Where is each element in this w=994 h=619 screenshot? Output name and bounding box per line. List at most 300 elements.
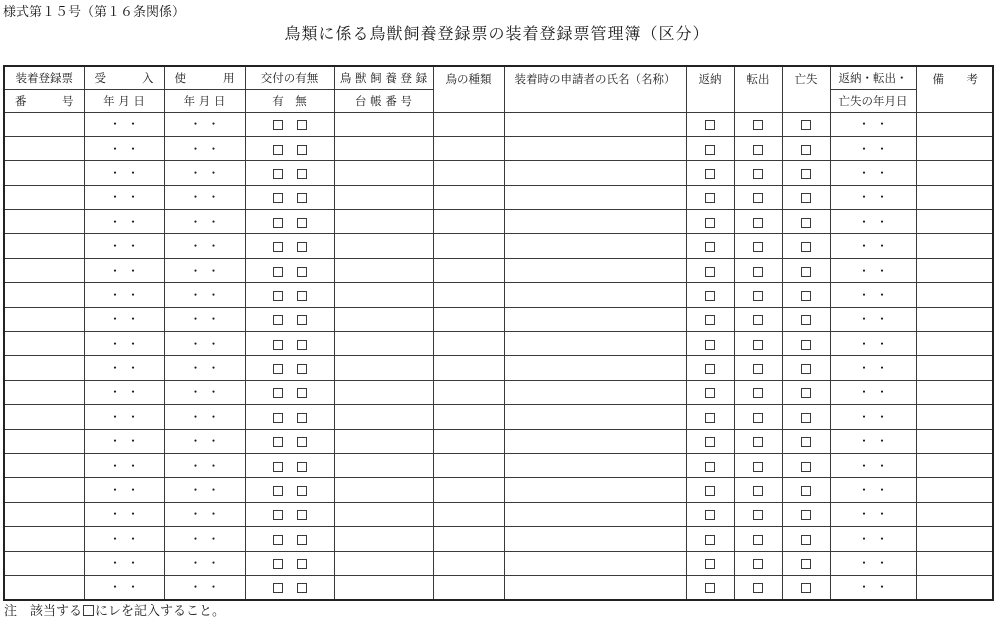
transferred-cell bbox=[734, 210, 782, 234]
event-date-cell[interactable]: ・ ・ bbox=[830, 234, 916, 258]
remarks-cell[interactable] bbox=[916, 478, 993, 502]
transferred-checkbox[interactable] bbox=[753, 535, 763, 545]
applicant-cell[interactable] bbox=[504, 185, 686, 209]
transferred-checkbox[interactable] bbox=[753, 218, 763, 228]
event-date-cell[interactable]: ・ ・ bbox=[830, 283, 916, 307]
reg-no-cell[interactable] bbox=[4, 332, 84, 356]
applicant-cell[interactable] bbox=[504, 405, 686, 429]
received-date-cell[interactable]: ・ ・ bbox=[84, 405, 164, 429]
remarks-cell[interactable] bbox=[916, 234, 993, 258]
remarks-cell[interactable] bbox=[916, 307, 993, 331]
received-date-cell[interactable]: ・ ・ bbox=[84, 112, 164, 136]
transferred-checkbox[interactable] bbox=[753, 364, 763, 374]
lost-checkbox[interactable] bbox=[801, 583, 811, 593]
transferred-cell bbox=[734, 527, 782, 551]
col-received-header: 受 入 bbox=[84, 66, 164, 89]
event-date-cell[interactable]: ・ ・ bbox=[830, 551, 916, 575]
col-returned-header: 返納 bbox=[686, 66, 734, 112]
col-reg-no-subheader: 番 号 bbox=[4, 89, 84, 112]
applicant-cell[interactable] bbox=[504, 283, 686, 307]
issued-yes-checkbox[interactable] bbox=[273, 267, 283, 277]
col-reg-no-header: 装着登録票 bbox=[4, 66, 84, 89]
used-date-cell[interactable]: ・ ・ bbox=[164, 258, 245, 282]
applicant-cell[interactable] bbox=[504, 112, 686, 136]
lost-checkbox[interactable] bbox=[801, 388, 811, 398]
event-date-cell[interactable]: ・ ・ bbox=[830, 258, 916, 282]
event-date-cell[interactable]: ・ ・ bbox=[830, 527, 916, 551]
applicant-cell[interactable] bbox=[504, 234, 686, 258]
returned-checkbox[interactable] bbox=[705, 120, 715, 130]
returned-checkbox[interactable] bbox=[705, 193, 715, 203]
transferred-cell bbox=[734, 356, 782, 380]
issued-yes-checkbox[interactable] bbox=[273, 535, 283, 545]
received-date-cell[interactable]: ・ ・ bbox=[84, 185, 164, 209]
lost-checkbox[interactable] bbox=[801, 364, 811, 374]
used-date-cell[interactable]: ・ ・ bbox=[164, 502, 245, 526]
reg-no-cell[interactable] bbox=[4, 307, 84, 331]
remarks-cell[interactable] bbox=[916, 502, 993, 526]
applicant-cell[interactable] bbox=[504, 161, 686, 185]
remarks-cell[interactable] bbox=[916, 332, 993, 356]
lost-checkbox[interactable] bbox=[801, 291, 811, 301]
used-date-cell[interactable]: ・ ・ bbox=[164, 112, 245, 136]
lost-checkbox[interactable] bbox=[801, 340, 811, 350]
used-date-cell[interactable]: ・ ・ bbox=[164, 307, 245, 331]
species-cell[interactable] bbox=[433, 429, 504, 453]
reg-no-cell[interactable] bbox=[4, 258, 84, 282]
event-date-cell[interactable]: ・ ・ bbox=[830, 161, 916, 185]
applicant-cell[interactable] bbox=[504, 210, 686, 234]
used-date-cell[interactable]: ・ ・ bbox=[164, 478, 245, 502]
remarks-cell[interactable] bbox=[916, 527, 993, 551]
reg-no-cell[interactable] bbox=[4, 478, 84, 502]
table-row bbox=[4, 210, 993, 234]
lost-checkbox[interactable] bbox=[801, 169, 811, 179]
transferred-checkbox[interactable] bbox=[753, 193, 763, 203]
species-cell[interactable] bbox=[433, 527, 504, 551]
applicant-cell[interactable] bbox=[504, 502, 686, 526]
lost-cell bbox=[782, 234, 830, 258]
lost-checkbox[interactable] bbox=[801, 486, 811, 496]
returned-checkbox[interactable] bbox=[705, 510, 715, 520]
returned-checkbox[interactable] bbox=[705, 413, 715, 423]
species-cell[interactable] bbox=[433, 136, 504, 160]
issued-yes-checkbox[interactable] bbox=[273, 583, 283, 593]
applicant-cell[interactable] bbox=[504, 527, 686, 551]
transferred-checkbox[interactable] bbox=[753, 437, 763, 447]
lost-checkbox[interactable] bbox=[801, 242, 811, 252]
remarks-cell[interactable] bbox=[916, 112, 993, 136]
issued-yes-checkbox[interactable] bbox=[273, 462, 283, 472]
received-date-cell[interactable]: ・ ・ bbox=[84, 527, 164, 551]
event-date-cell[interactable]: ・ ・ bbox=[830, 185, 916, 209]
issued-yes-checkbox[interactable] bbox=[273, 437, 283, 447]
transferred-checkbox[interactable] bbox=[753, 120, 763, 130]
reg-no-cell[interactable] bbox=[4, 453, 84, 477]
applicant-cell[interactable] bbox=[504, 575, 686, 599]
remarks-cell[interactable] bbox=[916, 380, 993, 404]
ledger-no-cell[interactable] bbox=[334, 112, 433, 136]
transferred-checkbox[interactable] bbox=[753, 145, 763, 155]
reg-no-cell[interactable] bbox=[4, 283, 84, 307]
returned-checkbox[interactable] bbox=[705, 388, 715, 398]
used-date-cell[interactable]: ・ ・ bbox=[164, 551, 245, 575]
received-date-cell[interactable]: ・ ・ bbox=[84, 161, 164, 185]
received-date-cell[interactable]: ・ ・ bbox=[84, 332, 164, 356]
applicant-cell[interactable] bbox=[504, 258, 686, 282]
reg-no-cell[interactable] bbox=[4, 429, 84, 453]
issued-cell bbox=[245, 307, 334, 331]
lost-cell bbox=[782, 185, 830, 209]
returned-checkbox[interactable] bbox=[705, 267, 715, 277]
event-date-cell[interactable]: ・ ・ bbox=[830, 429, 916, 453]
returned-checkbox[interactable] bbox=[705, 242, 715, 252]
returned-checkbox[interactable] bbox=[705, 291, 715, 301]
event-date-cell[interactable]: ・ ・ bbox=[830, 575, 916, 599]
species-cell[interactable] bbox=[433, 551, 504, 575]
received-date-cell[interactable]: ・ ・ bbox=[84, 258, 164, 282]
issued-no-checkbox[interactable] bbox=[297, 535, 307, 545]
applicant-cell[interactable] bbox=[504, 332, 686, 356]
returned-checkbox[interactable] bbox=[705, 462, 715, 472]
species-cell[interactable] bbox=[433, 185, 504, 209]
reg-no-cell[interactable] bbox=[4, 234, 84, 258]
transferred-checkbox[interactable] bbox=[753, 510, 763, 520]
transferred-checkbox[interactable] bbox=[753, 413, 763, 423]
remarks-cell[interactable] bbox=[916, 136, 993, 160]
transferred-checkbox[interactable] bbox=[753, 315, 763, 325]
ledger-no-cell[interactable] bbox=[334, 258, 433, 282]
returned-cell bbox=[686, 478, 734, 502]
issued-no-checkbox[interactable] bbox=[297, 291, 307, 301]
event-date-cell[interactable]: ・ ・ bbox=[830, 478, 916, 502]
reg-no-cell[interactable] bbox=[4, 185, 84, 209]
register-body bbox=[4, 112, 993, 600]
event-date-cell[interactable]: ・ ・ bbox=[830, 453, 916, 477]
used-date-cell[interactable]: ・ ・ bbox=[164, 332, 245, 356]
issued-yes-checkbox[interactable] bbox=[273, 510, 283, 520]
received-date-cell[interactable]: ・ ・ bbox=[84, 502, 164, 526]
reg-no-cell[interactable] bbox=[4, 210, 84, 234]
lost-checkbox[interactable] bbox=[801, 193, 811, 203]
issued-no-checkbox[interactable] bbox=[297, 315, 307, 325]
received-date-cell[interactable]: ・ ・ bbox=[84, 234, 164, 258]
lost-checkbox[interactable] bbox=[801, 437, 811, 447]
ledger-no-cell[interactable] bbox=[334, 307, 433, 331]
issued-yes-checkbox[interactable] bbox=[273, 315, 283, 325]
species-cell[interactable] bbox=[433, 307, 504, 331]
received-date-cell[interactable]: ・ ・ bbox=[84, 575, 164, 599]
issued-no-checkbox[interactable] bbox=[297, 267, 307, 277]
ledger-no-cell[interactable] bbox=[334, 161, 433, 185]
ledger-no-cell[interactable] bbox=[334, 478, 433, 502]
issued-yes-checkbox[interactable] bbox=[273, 364, 283, 374]
received-date-cell[interactable]: ・ ・ bbox=[84, 283, 164, 307]
ledger-no-cell[interactable] bbox=[334, 502, 433, 526]
ledger-no-cell[interactable] bbox=[334, 136, 433, 160]
transferred-checkbox[interactable] bbox=[753, 340, 763, 350]
issued-yes-checkbox[interactable] bbox=[273, 486, 283, 496]
issued-yes-checkbox[interactable] bbox=[273, 193, 283, 203]
returned-checkbox[interactable] bbox=[705, 145, 715, 155]
reg-no-cell[interactable] bbox=[4, 502, 84, 526]
issued-no-checkbox[interactable] bbox=[297, 462, 307, 472]
event-date-cell[interactable]: ・ ・ bbox=[830, 136, 916, 160]
returned-checkbox[interactable] bbox=[705, 583, 715, 593]
table-row bbox=[4, 356, 993, 380]
applicant-cell[interactable] bbox=[504, 453, 686, 477]
applicant-cell[interactable] bbox=[504, 551, 686, 575]
returned-checkbox[interactable] bbox=[705, 315, 715, 325]
reg-no-cell[interactable] bbox=[4, 380, 84, 404]
footnote: 注 該当する にレを記入すること。 bbox=[4, 604, 226, 619]
issued-cell bbox=[245, 502, 334, 526]
transferred-checkbox[interactable] bbox=[753, 242, 763, 252]
transferred-checkbox[interactable] bbox=[753, 388, 763, 398]
issued-yes-checkbox[interactable] bbox=[273, 559, 283, 569]
event-date-cell[interactable]: ・ ・ bbox=[830, 210, 916, 234]
remarks-cell[interactable] bbox=[916, 429, 993, 453]
issued-no-checkbox[interactable] bbox=[297, 145, 307, 155]
lost-checkbox[interactable] bbox=[801, 267, 811, 277]
transferred-checkbox[interactable] bbox=[753, 583, 763, 593]
issued-no-checkbox[interactable] bbox=[297, 364, 307, 374]
transferred-checkbox[interactable] bbox=[753, 462, 763, 472]
issued-no-checkbox[interactable] bbox=[297, 388, 307, 398]
species-cell[interactable] bbox=[433, 575, 504, 599]
species-cell[interactable] bbox=[433, 356, 504, 380]
issued-no-checkbox[interactable] bbox=[297, 340, 307, 350]
issued-yes-checkbox[interactable] bbox=[273, 340, 283, 350]
issued-yes-checkbox[interactable] bbox=[273, 145, 283, 155]
reg-no-cell[interactable] bbox=[4, 356, 84, 380]
issued-no-checkbox[interactable] bbox=[297, 486, 307, 496]
returned-checkbox[interactable] bbox=[705, 559, 715, 569]
species-cell[interactable] bbox=[433, 332, 504, 356]
lost-checkbox[interactable] bbox=[801, 120, 811, 130]
remarks-cell[interactable] bbox=[916, 575, 993, 599]
ledger-no-cell[interactable] bbox=[334, 283, 433, 307]
issued-cell bbox=[245, 527, 334, 551]
received-date-cell[interactable]: ・ ・ bbox=[84, 136, 164, 160]
returned-checkbox[interactable] bbox=[705, 169, 715, 179]
reg-no-cell[interactable] bbox=[4, 575, 84, 599]
issued-yes-checkbox[interactable] bbox=[273, 413, 283, 423]
applicant-cell[interactable] bbox=[504, 429, 686, 453]
species-cell[interactable] bbox=[433, 234, 504, 258]
issued-no-checkbox[interactable] bbox=[297, 120, 307, 130]
ledger-no-cell[interactable] bbox=[334, 356, 433, 380]
species-cell[interactable] bbox=[433, 502, 504, 526]
ledger-no-cell[interactable] bbox=[334, 551, 433, 575]
issued-no-checkbox[interactable] bbox=[297, 413, 307, 423]
transferred-checkbox[interactable] bbox=[753, 267, 763, 277]
transferred-checkbox[interactable] bbox=[753, 169, 763, 179]
remarks-cell[interactable] bbox=[916, 283, 993, 307]
received-date-cell[interactable]: ・ ・ bbox=[84, 453, 164, 477]
used-date-cell[interactable]: ・ ・ bbox=[164, 234, 245, 258]
applicant-cell[interactable] bbox=[504, 478, 686, 502]
remarks-cell[interactable] bbox=[916, 258, 993, 282]
ledger-no-cell[interactable] bbox=[334, 332, 433, 356]
used-date-cell[interactable]: ・ ・ bbox=[164, 453, 245, 477]
used-date-cell[interactable]: ・ ・ bbox=[164, 527, 245, 551]
event-date-cell[interactable]: ・ ・ bbox=[830, 405, 916, 429]
issued-yes-checkbox[interactable] bbox=[273, 120, 283, 130]
issued-yes-checkbox[interactable] bbox=[273, 242, 283, 252]
species-cell[interactable] bbox=[433, 478, 504, 502]
transferred-cell bbox=[734, 502, 782, 526]
returned-checkbox[interactable] bbox=[705, 486, 715, 496]
table-row bbox=[4, 332, 993, 356]
received-date-cell[interactable]: ・ ・ bbox=[84, 429, 164, 453]
remarks-cell[interactable] bbox=[916, 161, 993, 185]
used-date-cell[interactable]: ・ ・ bbox=[164, 185, 245, 209]
col-remarks-header: 備 考 bbox=[916, 66, 993, 112]
lost-checkbox[interactable] bbox=[801, 510, 811, 520]
event-date-cell[interactable]: ・ ・ bbox=[830, 502, 916, 526]
lost-checkbox[interactable] bbox=[801, 413, 811, 423]
issued-yes-checkbox[interactable] bbox=[273, 291, 283, 301]
reg-no-cell[interactable] bbox=[4, 405, 84, 429]
lost-checkbox[interactable] bbox=[801, 145, 811, 155]
reg-no-cell[interactable] bbox=[4, 136, 84, 160]
ledger-no-cell[interactable] bbox=[334, 453, 433, 477]
issued-yes-checkbox[interactable] bbox=[273, 388, 283, 398]
used-date-cell[interactable]: ・ ・ bbox=[164, 136, 245, 160]
event-date-cell[interactable]: ・ ・ bbox=[830, 380, 916, 404]
remarks-cell[interactable] bbox=[916, 356, 993, 380]
reg-no-cell[interactable] bbox=[4, 161, 84, 185]
applicant-cell[interactable] bbox=[504, 307, 686, 331]
applicant-cell[interactable] bbox=[504, 380, 686, 404]
species-cell[interactable] bbox=[433, 453, 504, 477]
received-date-cell[interactable]: ・ ・ bbox=[84, 356, 164, 380]
received-date-cell[interactable]: ・ ・ bbox=[84, 551, 164, 575]
ledger-no-cell[interactable] bbox=[334, 210, 433, 234]
ledger-no-cell[interactable] bbox=[334, 380, 433, 404]
ledger-no-cell[interactable] bbox=[334, 185, 433, 209]
species-cell[interactable] bbox=[433, 380, 504, 404]
returned-checkbox[interactable] bbox=[705, 535, 715, 545]
lost-checkbox[interactable] bbox=[801, 535, 811, 545]
received-date-cell[interactable]: ・ ・ bbox=[84, 210, 164, 234]
lost-cell bbox=[782, 161, 830, 185]
issued-no-checkbox[interactable] bbox=[297, 218, 307, 228]
applicant-cell[interactable] bbox=[504, 356, 686, 380]
reg-no-cell[interactable] bbox=[4, 551, 84, 575]
returned-cell bbox=[686, 380, 734, 404]
table-row bbox=[4, 185, 993, 209]
transferred-cell bbox=[734, 332, 782, 356]
ledger-no-cell[interactable] bbox=[334, 234, 433, 258]
returned-cell bbox=[686, 112, 734, 136]
table-row bbox=[4, 478, 993, 502]
issued-no-checkbox[interactable] bbox=[297, 559, 307, 569]
issued-no-checkbox[interactable] bbox=[297, 193, 307, 203]
received-date-cell[interactable]: ・ ・ bbox=[84, 307, 164, 331]
used-date-cell[interactable]: ・ ・ bbox=[164, 429, 245, 453]
transferred-cell bbox=[734, 283, 782, 307]
used-date-cell[interactable]: ・ ・ bbox=[164, 405, 245, 429]
applicant-cell[interactable] bbox=[504, 136, 686, 160]
event-date-cell[interactable]: ・ ・ bbox=[830, 307, 916, 331]
species-cell[interactable] bbox=[433, 283, 504, 307]
remarks-cell[interactable] bbox=[916, 551, 993, 575]
returned-checkbox[interactable] bbox=[705, 437, 715, 447]
returned-checkbox[interactable] bbox=[705, 218, 715, 228]
lost-checkbox[interactable] bbox=[801, 218, 811, 228]
transferred-cell bbox=[734, 575, 782, 599]
col-used-subheader: 年 月 日 bbox=[164, 89, 245, 112]
issued-yes-checkbox[interactable] bbox=[273, 169, 283, 179]
returned-cell bbox=[686, 185, 734, 209]
issued-no-checkbox[interactable] bbox=[297, 583, 307, 593]
used-date-cell[interactable]: ・ ・ bbox=[164, 283, 245, 307]
transferred-checkbox[interactable] bbox=[753, 486, 763, 496]
received-date-cell[interactable]: ・ ・ bbox=[84, 478, 164, 502]
species-cell[interactable] bbox=[433, 210, 504, 234]
transferred-cell bbox=[734, 380, 782, 404]
species-cell[interactable] bbox=[433, 112, 504, 136]
reg-no-cell[interactable] bbox=[4, 527, 84, 551]
returned-cell bbox=[686, 527, 734, 551]
returned-checkbox[interactable] bbox=[705, 340, 715, 350]
lost-checkbox[interactable] bbox=[801, 559, 811, 569]
ledger-no-cell[interactable] bbox=[334, 575, 433, 599]
table-row bbox=[4, 405, 993, 429]
species-cell[interactable] bbox=[433, 405, 504, 429]
ledger-no-cell[interactable] bbox=[334, 429, 433, 453]
returned-checkbox[interactable] bbox=[705, 364, 715, 374]
used-date-cell[interactable]: ・ ・ bbox=[164, 380, 245, 404]
transferred-checkbox[interactable] bbox=[753, 291, 763, 301]
reg-no-cell[interactable] bbox=[4, 112, 84, 136]
ledger-no-cell[interactable] bbox=[334, 527, 433, 551]
returned-cell bbox=[686, 575, 734, 599]
issued-no-checkbox[interactable] bbox=[297, 169, 307, 179]
remarks-cell[interactable] bbox=[916, 210, 993, 234]
table-row bbox=[4, 234, 993, 258]
lost-checkbox[interactable] bbox=[801, 315, 811, 325]
issued-no-checkbox[interactable] bbox=[297, 242, 307, 252]
used-date-cell[interactable]: ・ ・ bbox=[164, 210, 245, 234]
returned-cell bbox=[686, 429, 734, 453]
used-date-cell[interactable]: ・ ・ bbox=[164, 575, 245, 599]
remarks-cell[interactable] bbox=[916, 405, 993, 429]
table-row bbox=[4, 502, 993, 526]
species-cell[interactable] bbox=[433, 258, 504, 282]
issued-cell bbox=[245, 405, 334, 429]
issued-yes-checkbox[interactable] bbox=[273, 218, 283, 228]
used-date-cell[interactable]: ・ ・ bbox=[164, 161, 245, 185]
issued-no-checkbox[interactable] bbox=[297, 437, 307, 447]
event-date-cell[interactable]: ・ ・ bbox=[830, 112, 916, 136]
issued-no-checkbox[interactable] bbox=[297, 510, 307, 520]
ledger-no-cell[interactable] bbox=[334, 405, 433, 429]
table-row bbox=[4, 161, 993, 185]
event-date-cell[interactable]: ・ ・ bbox=[830, 356, 916, 380]
species-cell[interactable] bbox=[433, 161, 504, 185]
remarks-cell[interactable] bbox=[916, 453, 993, 477]
used-date-cell[interactable]: ・ ・ bbox=[164, 356, 245, 380]
remarks-cell[interactable] bbox=[916, 185, 993, 209]
lost-checkbox[interactable] bbox=[801, 462, 811, 472]
event-date-cell[interactable]: ・ ・ bbox=[830, 332, 916, 356]
transferred-cell bbox=[734, 429, 782, 453]
transferred-checkbox[interactable] bbox=[753, 559, 763, 569]
received-date-cell[interactable]: ・ ・ bbox=[84, 380, 164, 404]
